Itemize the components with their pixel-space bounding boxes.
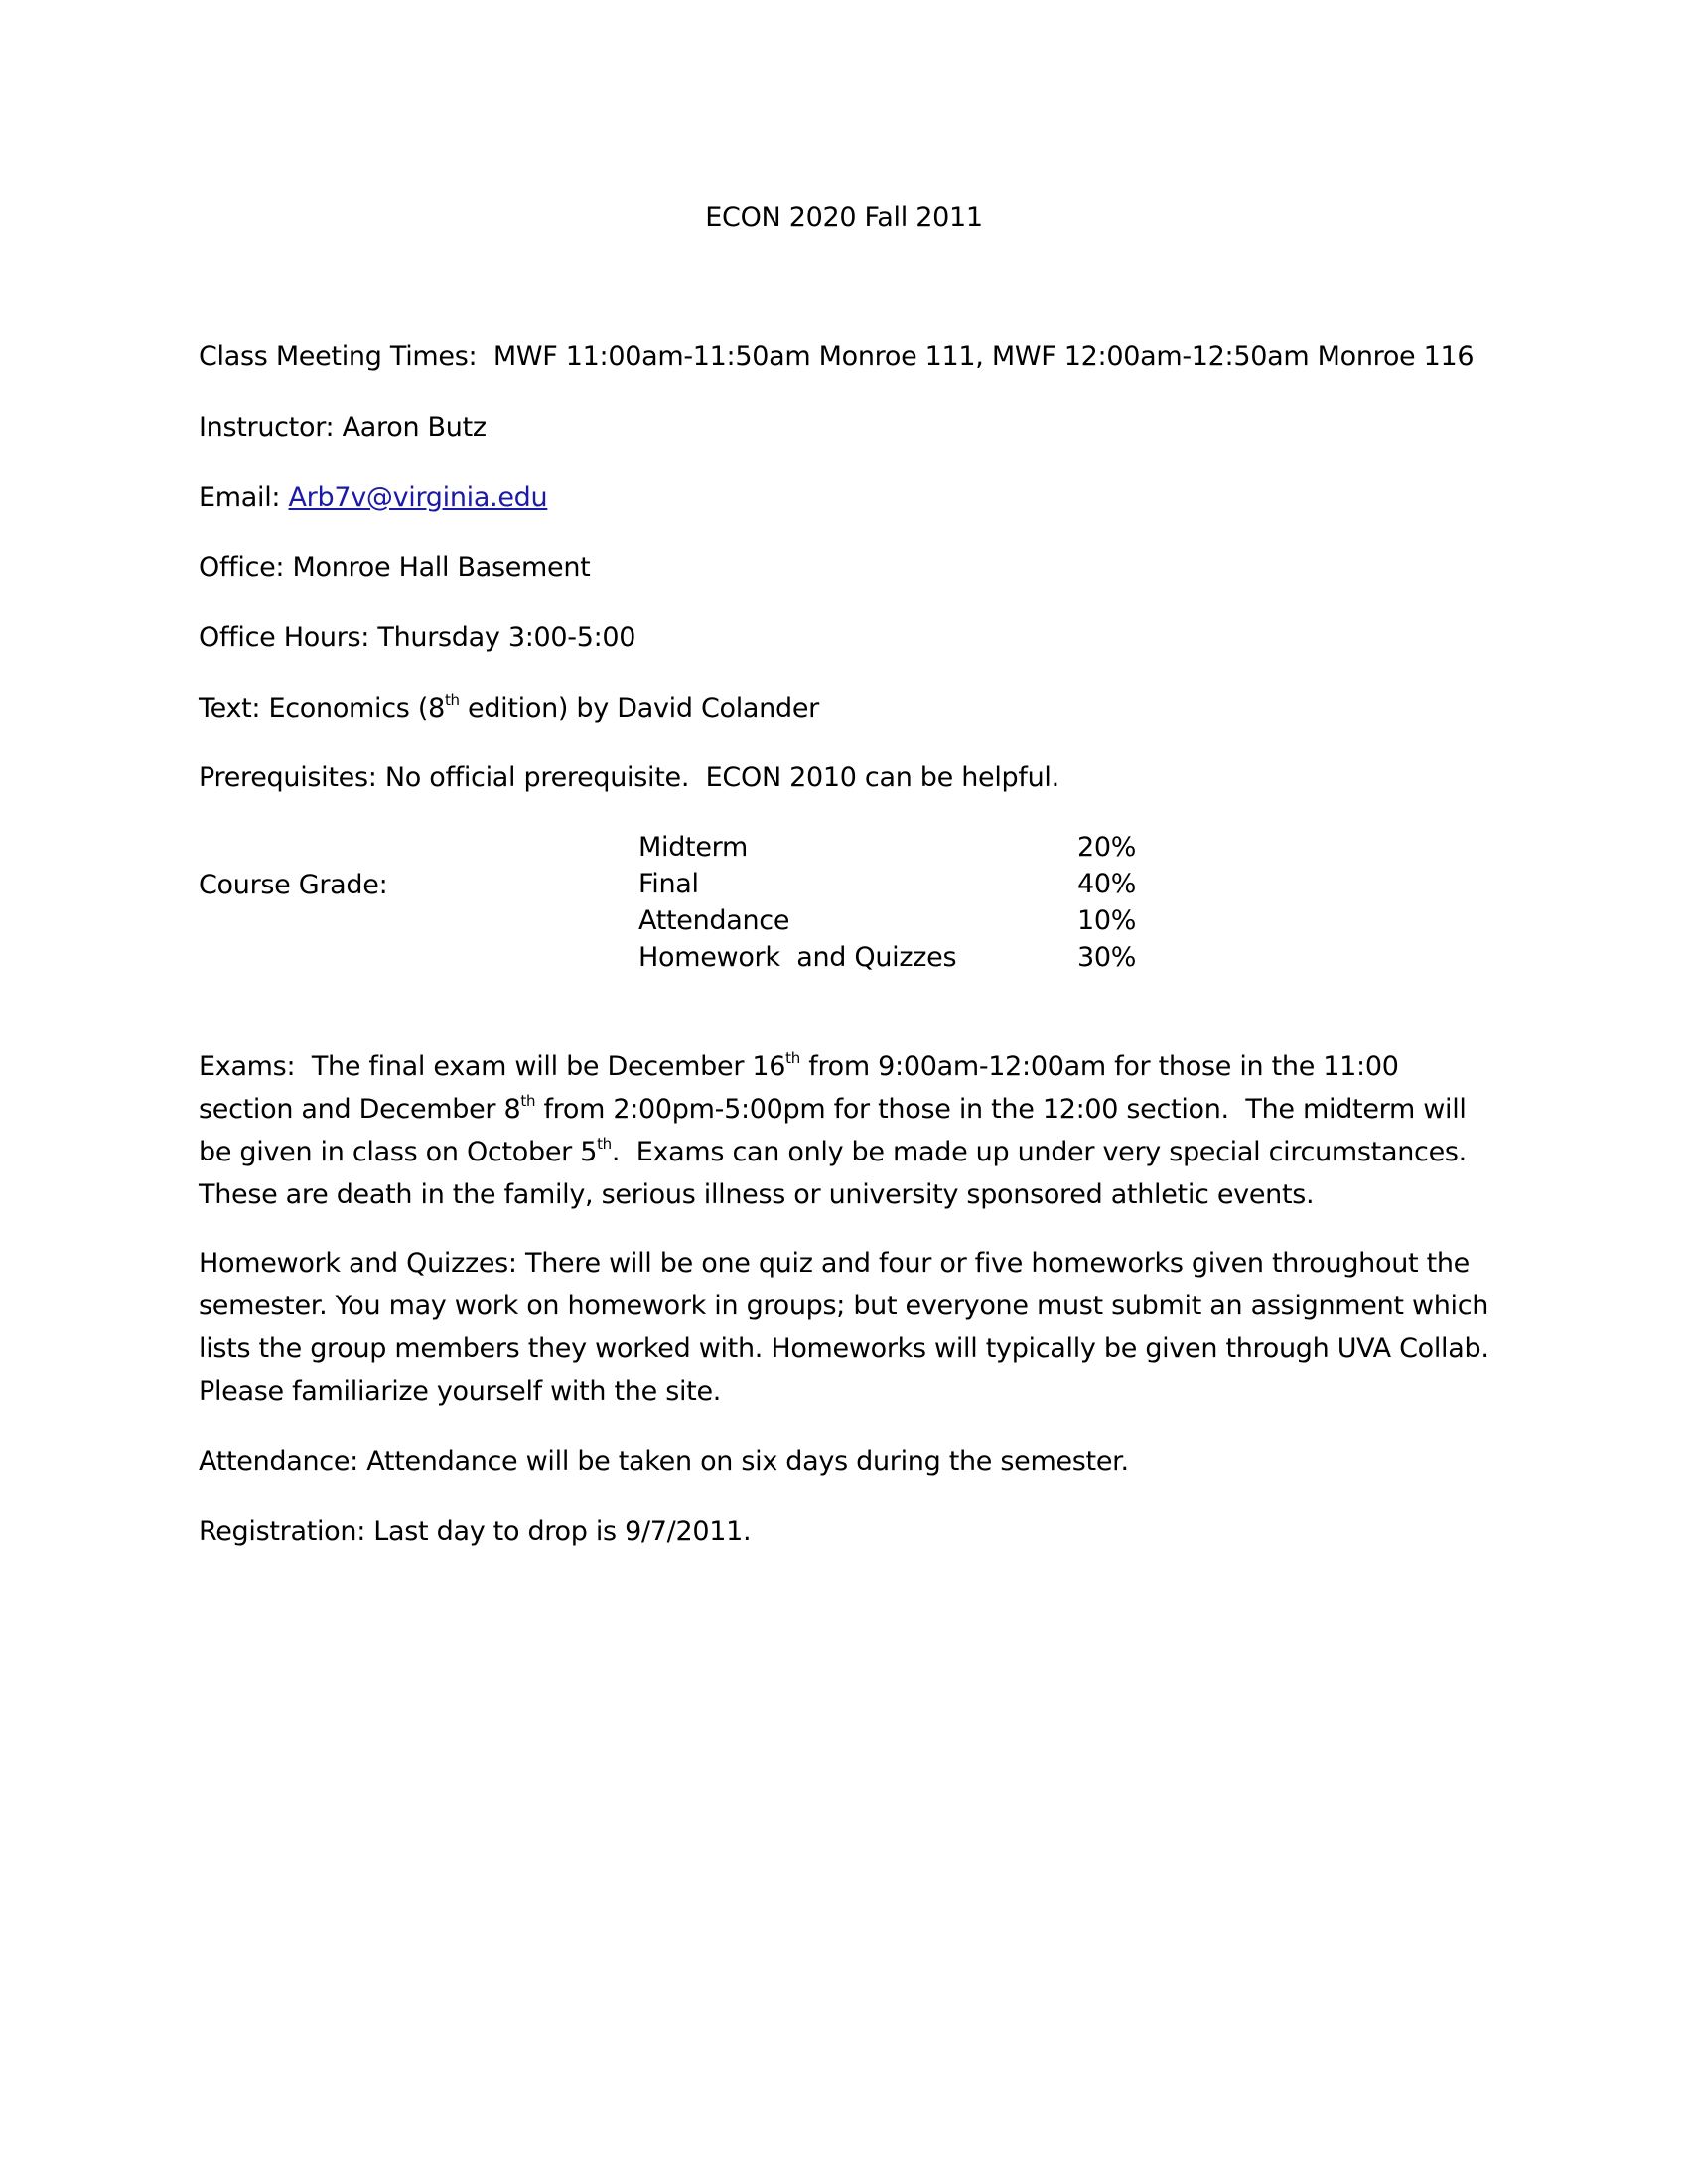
exams-sup-3: th [597,1135,612,1153]
exams-paragraph [199,1045,1489,1216]
exams-text-3: from 2:00pm-5:00pm for those in the 12:00 section. The midterm will be given in class on October 5 [199,1094,1475,1167]
text-sup: th [444,691,460,709]
office-line [199,548,590,588]
grade-row [638,829,1136,866]
exams-text-1: Exams: The final exam will be December 16 [199,1051,786,1082]
grade-item-percent: 40% [1077,869,1137,899]
class-meeting-label: Class Meeting Times: [199,341,478,372]
registration-line: Registration: Last day to drop is 9/7/2011. [199,1516,752,1547]
class-meeting-times [199,338,1474,377]
grade-row [638,902,1136,939]
grade-row [638,939,1136,976]
homework-paragraph: Homework and Quizzes: There will be one quiz and four or five homeworks given throughout the semester. You may work on homework in groups; but everyone must submit an assignment which lists the group members they worked with. Homeworks will typically be given through UVA Collab. Please familiarize yourself with the site. [199,1248,1489,1407]
page-title: ECON 2020 Fall 2011 [705,203,983,233]
grade-item-name: Final [638,869,699,899]
instructor-line [199,408,487,448]
email-label: Email: [199,482,281,513]
prerequisites-value: No official prerequisite. ECON 2010 can be helpful. [384,762,1059,793]
email-link[interactable]: Arb7v@virginia.edu [288,482,548,513]
prerequisites-line [199,758,1059,798]
office-hours-label: Office Hours: [199,622,370,653]
grade-item-percent: 10% [1077,905,1137,936]
office-value: Monroe Hall Basement [292,552,591,583]
grade-item-percent: 20% [1077,832,1137,863]
text-after: edition) by David Colander [459,693,819,724]
grade-item-name: Attendance [638,905,790,936]
grade-item-name: Homework and Quizzes [638,942,957,973]
instructor-name: Aaron Butz [342,412,487,443]
exams-sup-2: th [520,1092,536,1110]
text-line [199,689,819,729]
instructor-label: Instructor: [199,412,335,443]
attendance-line: Attendance: Attendance will be taken on six days during the semester. [199,1446,1129,1477]
office-label: Office: [199,552,285,583]
grade-item-name: Midterm [638,832,748,863]
exams-sup-1: th [785,1049,800,1067]
exams-text-2: from 9:00am-12:00am for those in the 11:00 section and December 8 [199,1051,1407,1125]
text-before: Text: Economics (8 [199,693,445,724]
exams-text-4: . Exams can only be made up under very special circumstances. These are death in the family, serious illness or university sponsored athletic events. [199,1137,1483,1210]
prerequisites-label-text: Prerequisites: [199,762,377,793]
grade-row [638,866,1136,902]
course-grade-table [638,829,1136,976]
grade-item-percent: 30% [1077,942,1137,973]
email-line [199,478,547,518]
office-hours-value: Thursday 3:00-5:00 [377,622,636,653]
class-meeting-value: MWF 11:00am-11:50am Monroe 111, MWF 12:00am-12:50am Monroe 116 [492,341,1475,372]
office-hours-line [199,618,635,658]
course-grade-label: Course Grade: [199,870,388,900]
